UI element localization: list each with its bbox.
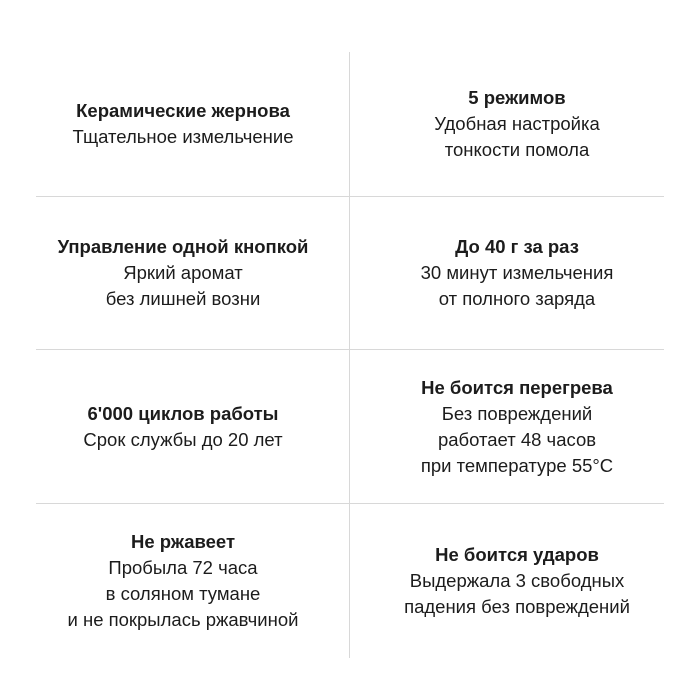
feature-text: Выдержала 3 свободных: [409, 570, 625, 591]
vertical-divider: [349, 52, 350, 658]
feature-title: Керамические жернова: [76, 100, 290, 121]
feature-shock-proof: [352, 504, 682, 658]
feature-title: Управление одной кнопкой: [57, 236, 309, 257]
feature-text: Тщательное измельчение: [72, 126, 294, 147]
feature-text: без лишней возни: [105, 288, 261, 309]
feature-title: 5 режимов: [468, 87, 566, 108]
feature-ceramic-burrs: [18, 52, 348, 196]
feature-title: До 40 г за раз: [455, 236, 579, 257]
feature-capacity: [352, 197, 682, 349]
feature-one-button: [18, 197, 348, 349]
feature-overheat: [352, 350, 682, 503]
feature-work-cycles: [18, 350, 348, 503]
feature-text: Срок службы до 20 лет: [83, 428, 283, 450]
feature-text: 30 минут измельчения: [420, 262, 614, 283]
feature-five-modes: [352, 52, 682, 196]
feature-title: Не боится перегрева: [421, 376, 613, 398]
feature-title: Не ржавеет: [131, 531, 235, 552]
feature-title: Не боится ударов: [435, 544, 599, 565]
feature-text: в соляном тумане: [105, 583, 261, 604]
feature-title: 6'000 циклов работы: [87, 402, 279, 424]
feature-text: тонкости помола: [444, 139, 590, 160]
feature-text: Пробыла 72 часа: [108, 557, 258, 578]
feature-text: падения без повреждений: [404, 596, 630, 617]
feature-text: от полного заряда: [438, 288, 596, 309]
feature-text: при температуре 55°C: [420, 454, 614, 476]
feature-text: Яркий аромат: [123, 262, 243, 283]
feature-text: Без повреждений: [441, 402, 593, 424]
feature-text: и не покрылась ржавчиной: [67, 609, 299, 630]
feature-rust-proof: [18, 504, 348, 658]
feature-text: работает 48 часов: [437, 428, 597, 450]
feature-text: Удобная настройка: [434, 113, 600, 134]
